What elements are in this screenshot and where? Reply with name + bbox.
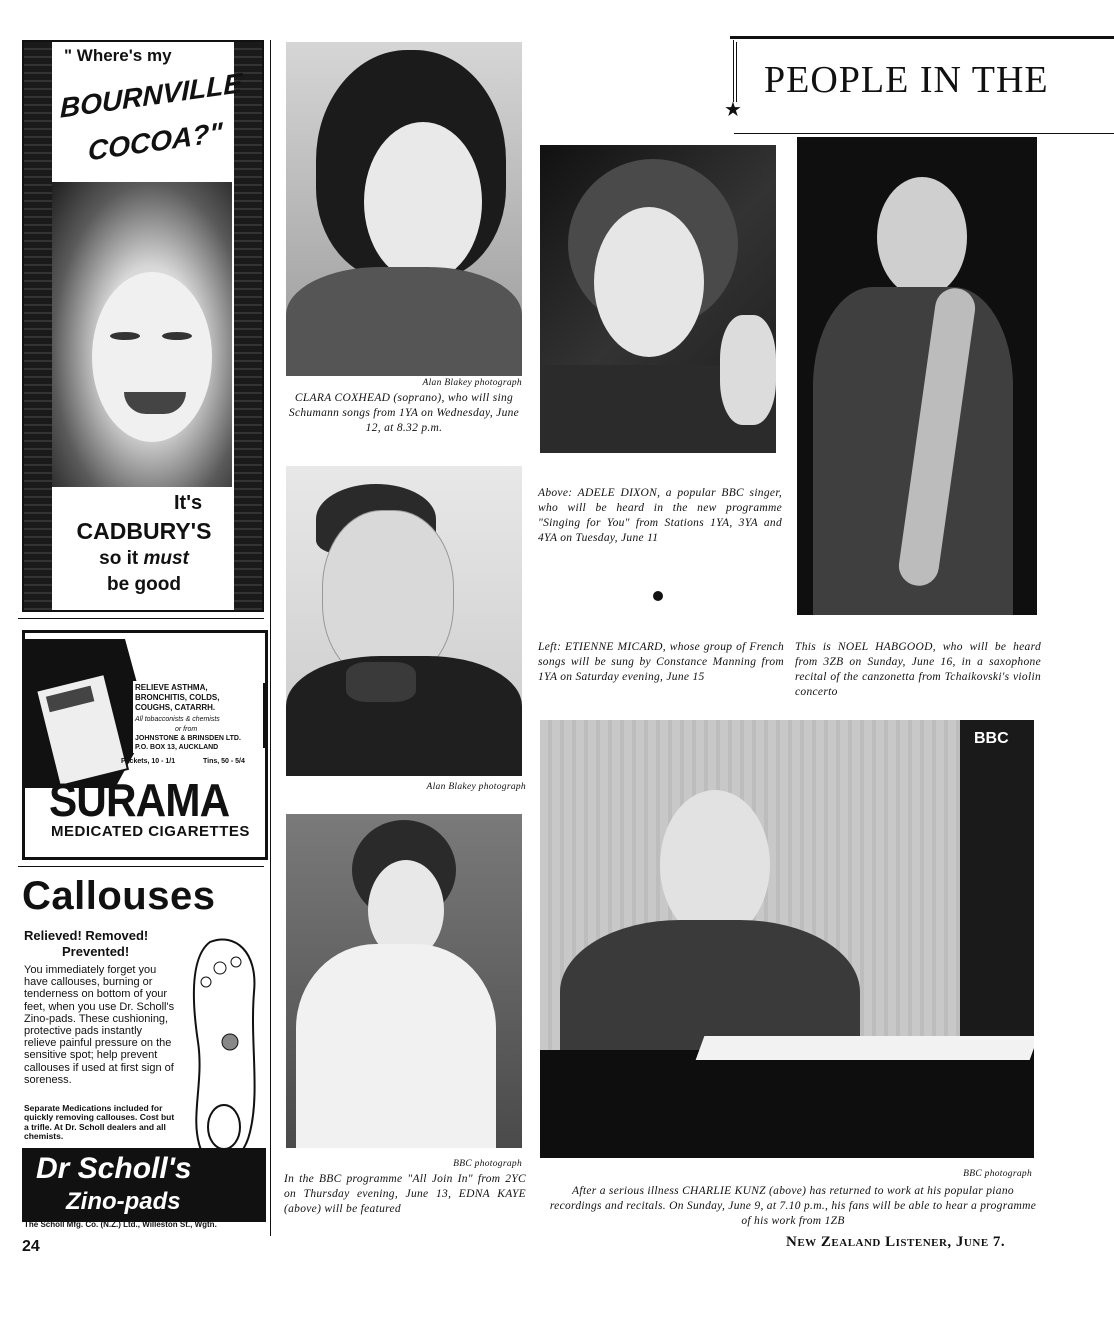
scholl-logo-name: Dr Scholl's bbox=[36, 1152, 192, 1185]
surama-or-from: or from bbox=[175, 726, 198, 733]
surama-claim-3: COUGHS, CATARRH. bbox=[135, 703, 216, 712]
cadbury-advertisement bbox=[22, 40, 264, 612]
ad-quote-text: " Where's my bbox=[64, 46, 172, 65]
photo-noel-habgood bbox=[797, 137, 1037, 615]
ad-brand-line-2: COCOA?" bbox=[88, 116, 223, 167]
ad-tagline-be-good: be good bbox=[107, 574, 181, 595]
caption-charlie-kunz: After a serious illness CHARLIE KUNZ (above) has returned to work at his popular piano recordings and recitals. On Sunday, June 9, at 7.10 p.m., his fans will be able to hear a programme of his work from 1ZB bbox=[549, 1185, 1037, 1227]
surama-subtitle: MEDICATED CIGARETTES bbox=[51, 823, 250, 840]
column-rule bbox=[270, 40, 271, 1236]
scholl-maker-address: The Scholl Mfg. Co. (N.Z.) Ltd., Willeston St., Wgtn. bbox=[24, 1220, 217, 1229]
photo-credit: Alan Blakey photograph bbox=[422, 378, 522, 388]
photo-clara-coxhead bbox=[286, 42, 522, 376]
surama-packet-price: Packets, 10 - 1/1 bbox=[121, 758, 176, 765]
ad-border-left bbox=[24, 42, 52, 610]
page-number: 24 bbox=[22, 1238, 40, 1255]
caption-etienne-micard: Left: ETIENNE MICARD, whose group of French songs will be sung by Constance Manning from 1YA on Saturday evening, June 15 bbox=[538, 641, 784, 683]
header-rule-top bbox=[730, 36, 1114, 39]
smiling-woman-illustration bbox=[52, 182, 232, 487]
photo-credit: BBC photograph bbox=[453, 1159, 522, 1169]
caption-noel-habgood: This is NOEL HABGOOD, who will be heard from 3ZB on Sunday, June 16, in a saxophone recital of the canzonetta from Tchaikovski's violin concerto bbox=[795, 641, 1041, 698]
bbc-sign: BBC bbox=[974, 730, 1009, 747]
surama-tin-price: Tins, 50 - 5/4 bbox=[203, 758, 245, 765]
masthead-footer: New Zealand Listener, June 7. bbox=[786, 1234, 1006, 1250]
surama-address: P.O. BOX 13, AUCKLAND bbox=[135, 744, 219, 751]
bullet-ornament-icon bbox=[653, 591, 663, 601]
ad-divider bbox=[18, 618, 264, 619]
scholl-logo-product: Zino-pads bbox=[66, 1188, 181, 1215]
surama-stockists: All tobacconists & chemists bbox=[135, 716, 220, 723]
ad-tagline-so-it-must: so it must bbox=[99, 548, 189, 569]
surama-advertisement bbox=[22, 630, 268, 860]
photo-credit: BBC photograph bbox=[963, 1169, 1032, 1179]
scholl-headline: Callouses bbox=[22, 874, 216, 918]
surama-distributor: JOHNSTONE & BRINSDEN LTD. bbox=[135, 735, 241, 742]
foot-illustration-icon bbox=[180, 932, 266, 1182]
header-rule-left-inner bbox=[736, 42, 737, 102]
ad-tagline-its: It's bbox=[174, 492, 203, 514]
star-ornament-icon: ★ bbox=[724, 99, 742, 121]
scholl-body-copy: You immediately forget you have callouses, burning or tenderness on bottom of your feet, when you use Dr. Scholl's Zino-pads. These cushioning, protective pads instantly relieve painful pressure on the sensitive spot; help prevent callouses if used at first sign of soreness. bbox=[24, 964, 175, 1086]
scholl-advertisement bbox=[22, 872, 266, 1232]
photo-edna-kaye bbox=[286, 814, 522, 1148]
surama-claim-2: BRONCHITIS, COLDS, bbox=[135, 693, 220, 702]
ad-brand-line-1: BOURNVILLE bbox=[60, 67, 242, 124]
photo-charlie-kunz bbox=[540, 720, 1034, 1158]
scholl-subhead-1: Relieved! Removed! bbox=[24, 928, 149, 943]
caption-edna-kaye: In the BBC programme "All Join In" from 2YC on Thursday evening, June 13, EDNA KAYE (above) will be featured bbox=[284, 1173, 526, 1215]
ad-border-right bbox=[234, 42, 262, 610]
surama-brand: SURAMA bbox=[49, 774, 230, 826]
surama-claim-1: RELIEVE ASTHMA, bbox=[135, 683, 208, 692]
scholl-subhead-2: Prevented! bbox=[62, 944, 130, 959]
scholl-fine-print: Separate Medications included for quickly removing callouses. Cost but a trifle. At Dr. Scholl dealers and all chemists. bbox=[24, 1103, 175, 1142]
photo-etienne-micard bbox=[286, 466, 522, 776]
caption-adele-dixon: Above: ADELE DIXON, a popular BBC singer, who will be heard in the new programme "Singing for You" from Stations 1YA, 3YA and 4YA on Tuesday, June 11 bbox=[538, 487, 782, 544]
header-rule-left bbox=[733, 40, 734, 102]
photo-credit: Alan Blakey photograph bbox=[426, 782, 526, 792]
header-rule-bottom bbox=[734, 133, 1114, 134]
ad-divider bbox=[18, 866, 264, 867]
ad-tagline-cadburys: CADBURY'S bbox=[76, 518, 212, 544]
caption-clara-coxhead: CLARA COXHEAD (soprano), who will sing Schumann songs from 1YA on Wednesday, June 12, at 8.32 p.m. bbox=[288, 392, 520, 434]
photo-adele-dixon bbox=[540, 145, 776, 453]
page-title: PEOPLE IN THE bbox=[764, 59, 1049, 101]
